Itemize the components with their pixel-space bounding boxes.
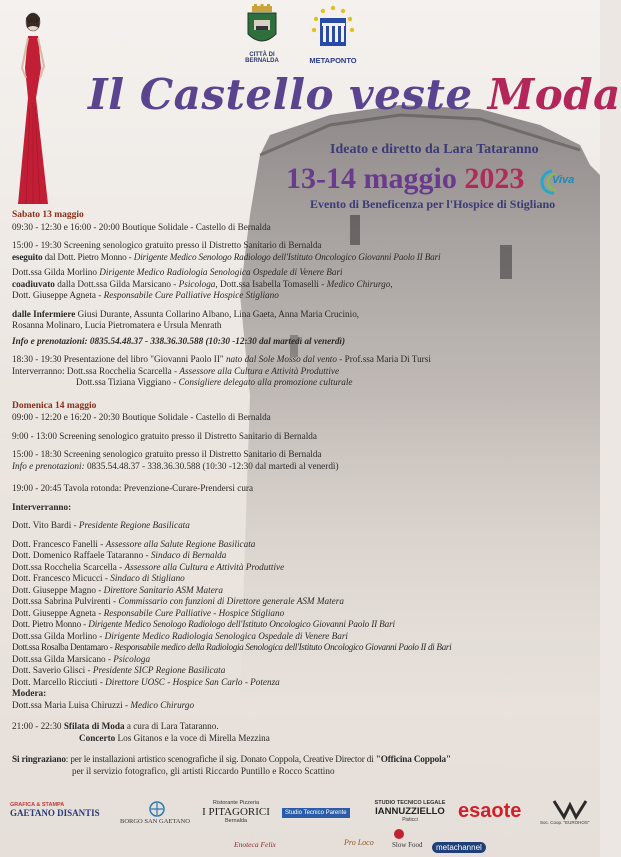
- sat-line-3: [12, 252, 590, 264]
- sat-line-1: 09:30 - 12:30 e 16:00 - 20:00 Boutique Solidale - Castello di Bernalda: [12, 221, 271, 232]
- sun-line-5: 19:00 - 20:45 Tavola rotonda: Prevenzione-Curare-Prendersi cura: [12, 483, 254, 493]
- sat-line-8: Rosanna Molinaro, Lucia Pietromatera e Ursula Menrath: [12, 320, 222, 330]
- sponsor-pitagorici-line-1: Ristorante Pizzeria: [212, 800, 260, 806]
- sat-line-7b: Giusi Durante, Assunta Collarino Albano, Lina Gaeta, Anna Maria Crucinio,: [75, 308, 360, 319]
- concert-line: [12, 733, 590, 745]
- header-logos: [238, 4, 368, 68]
- viva-logo: [538, 168, 584, 196]
- sun-line-4a: Info e prenotazioni:: [12, 460, 85, 471]
- title-part-1: Il Castello veste: [88, 70, 488, 119]
- sat-line-3c: Dirigente Medico Senologo Radiologo dell'Istituto Oncologico Giovanni Paolo II Bari: [133, 251, 441, 262]
- sponsor-enoteca-felix: Enoteca Felix: [234, 840, 276, 849]
- moderator-label: [12, 688, 590, 700]
- sat-line-10a: 18:30 - 19:30 Presentazione del libro "Giovanni Paolo II": [12, 354, 226, 364]
- sat-line-11a: Interverranno: Dott.ssa Rocchelia Scarcella -: [12, 365, 180, 376]
- sponsor-pro-loco: Pro Loco: [344, 838, 374, 847]
- sun-line-4b: 0835.54.48.37 - 338.36.30.588 (10:30 -12:30 dal martedì al venerdì): [84, 460, 339, 471]
- speaker-role: Sindaco di Stigliano: [110, 573, 185, 583]
- moderator-role: Medico Chirurgo: [130, 699, 195, 710]
- speaker-role: Responsabile medico della Radiologia Senologica dell'Istituto Oncologico Giovanni Paolo II di Bari: [114, 642, 452, 652]
- sat-line-5: [12, 279, 590, 291]
- sponsor-gaetano-line-2: GAETANO DISANTIS: [10, 808, 100, 818]
- sponsor-esaote: esaote: [458, 800, 522, 822]
- sponsor-borgo-san-gaetano: BORGO SAN GAETANO: [120, 818, 190, 825]
- speaker-name: Dott. Giuseppe Agneta -: [12, 607, 104, 618]
- speaker-item: [12, 677, 590, 689]
- borgo-san-gaetano-emblem-icon: [146, 800, 168, 818]
- thanks-officina: "Officina Coppola": [375, 754, 451, 764]
- speaker-name: Dott. Marcello Ricciuti -: [12, 676, 106, 687]
- speaker-role: Responsabile Cure Palliative - Hospice Stigliano: [103, 607, 285, 618]
- sponsor-iannuzziello-line-3: Pisticci: [402, 817, 418, 823]
- speaker-item: [12, 642, 590, 654]
- event-title: [88, 70, 621, 119]
- sat-line-10c: - Prof.ssa Maria Di Tursi: [336, 354, 431, 364]
- speaker-role: Assessore alla Salute Regione Basilicata: [105, 538, 256, 549]
- interverranno-label: [12, 502, 590, 514]
- sat-line-6b: Responsabile Cure Palliative Hospice Stigliano: [103, 290, 279, 300]
- speaker-item: [12, 520, 590, 532]
- speaker-name: Dott. Saverio Glisci -: [12, 665, 93, 675]
- speaker-item: [12, 631, 590, 643]
- subtitle: Ideato e diretto da Lara Tataranno: [330, 142, 539, 157]
- sun-line-2: 9:00 - 13:00 Screening senologico gratuito presso il Distretto Sanitario di Bernalda: [12, 430, 317, 441]
- speaker-name: Dott. Francesco Fanelli -: [12, 538, 106, 549]
- speaker-role: Psicologa: [113, 653, 151, 664]
- speaker-name: Dott. Domenico Raffaele Tataranno -: [12, 550, 151, 560]
- sat-line-5d: , Dott.ssa Isabella Tomaselli -: [215, 278, 327, 289]
- speaker-item: [12, 550, 590, 562]
- sat-line-12a: Dott.ssa Tiziana Viggiano -: [76, 377, 179, 387]
- event-dates: [286, 162, 524, 196]
- sat-line-5c: Psicologa: [178, 278, 216, 289]
- sponsor-eurohos: Soc. Coop. "EUROHOS": [540, 820, 590, 825]
- speaker-item: [12, 585, 590, 597]
- speaker-name: Dott.ssa Rosalba Dentamaro -: [12, 642, 115, 652]
- sponsor-iannuzziello: [370, 800, 450, 823]
- sat-line-4a: Dott.ssa Gilda Morlino: [12, 267, 100, 277]
- bernalda-logo-caption-1: CITTÀ DI: [249, 52, 275, 58]
- speaker-item: [12, 573, 590, 585]
- sat-line-7: [12, 309, 590, 321]
- sponsor-gaetano-line-1: GRAFICA & STAMPA: [10, 802, 65, 808]
- sat-line-7a: dalle Infermiere: [12, 308, 76, 319]
- sat-line-3a: eseguito: [12, 251, 43, 262]
- speaker-role: Sindaco di Bernalda: [150, 550, 227, 560]
- sunday-heading: Domenica 14 maggio: [12, 400, 97, 411]
- model-red-dress-illustration: [8, 8, 56, 208]
- speaker-name: Dott.ssa Sabrina Pulvirenti -: [12, 596, 119, 606]
- thanks-label: Si ringraziano: [12, 754, 66, 764]
- title-part-2: Moda: [487, 70, 621, 119]
- sat-info-text: Info e prenotazioni: 0835.54.48.37 - 338.36.30.588 (10:30 -12:30 dal martedì al venerdì): [12, 335, 346, 346]
- sponsor-gaetano-disantis: [10, 802, 100, 818]
- sat-line-12b: Consigliere delegato alla promozione culturale: [178, 377, 353, 387]
- sat-line-5b: dalla Dott.ssa Gilda Marsicano -: [54, 278, 179, 289]
- moderator-line: [12, 700, 590, 712]
- interverranno-text: Interverranno:: [12, 501, 72, 512]
- sponsor-pitagorici-line-2: I PITAGORICI: [202, 806, 270, 818]
- concert-performers: Los Gitanos e la voce di Mirella Mezzina: [115, 732, 270, 743]
- sponsor-i-pitagorici: [200, 800, 272, 824]
- sat-line-10b: nato dal Sole Mosso dal vento: [225, 354, 337, 364]
- sat-line-5e: Medico Chirurgo,: [326, 278, 393, 289]
- speaker-role: Commissario con funzioni di Direttore generale ASM Matera: [118, 596, 344, 606]
- speaker-item: [12, 665, 590, 677]
- speaker-item: [12, 608, 590, 620]
- sat-line-11b: Assessore alla Cultura e Attività Produttive: [179, 365, 340, 376]
- sat-line-11: [12, 366, 590, 378]
- sun-line-1: 09:00 - 12:20 e 16:20 - 20:30 Boutique Solidale - Castello di Bernalda: [12, 412, 271, 422]
- speaker-name: Dott. Francesco Micucci -: [12, 573, 111, 583]
- speakers-list: [12, 520, 590, 688]
- bernalda-logo-caption-2: BERNALDA: [245, 58, 279, 64]
- speaker-name: Dott. Vito Bardi -: [12, 520, 79, 530]
- concert-label: Concerto: [79, 732, 116, 743]
- speaker-item: [12, 562, 590, 574]
- metaponto-logo-caption: METAPONTO: [309, 56, 357, 65]
- speaker-role: Presidente Regione Basilicata: [78, 520, 190, 530]
- speaker-item: [12, 596, 590, 608]
- speaker-name: Dott.ssa Gilda Marsicano -: [12, 653, 114, 664]
- sponsor-pitagorici-line-3: Bernalda: [224, 818, 248, 824]
- moderator-name: Dott.ssa Maria Luisa Chiruzzi -: [12, 699, 131, 710]
- fashion-show-line: [12, 721, 590, 733]
- sat-line-10: [12, 354, 590, 366]
- sat-line-5a: coadiuvato: [12, 278, 55, 289]
- slow-food-snail-icon: [392, 828, 406, 840]
- sat-line-3b: dal Dott. Pietro Monno -: [42, 251, 134, 262]
- sponsor-iannuzziello-line-2: IANNUZZIELLO: [375, 806, 445, 817]
- speaker-role: Presidente SICP Regione Basilicata: [92, 665, 226, 675]
- thanks-line-1: [12, 754, 590, 766]
- sponsor-metachannel: metachannel: [432, 842, 486, 853]
- thanks-line-2: per il servizio fotografico, gli artisti Riccardo Puntillo e Rocco Scattino: [72, 765, 335, 776]
- sponsor-iannuzziello-line-1: STUDIO TECNICO LEGALE: [374, 800, 446, 806]
- viva-label: Viva: [552, 174, 575, 186]
- saturday-heading: Sabato 13 maggio: [12, 210, 84, 220]
- beneficence-line: Evento di Beneficenza per l'Hospice di Stigliano: [310, 197, 556, 211]
- speaker-name: Dott.ssa Gilda Morlino -: [12, 630, 105, 641]
- program-content: [12, 210, 590, 777]
- dates-year: 2023: [464, 162, 525, 195]
- moderator-label-text: Modera:: [12, 688, 47, 698]
- sat-line-4: [12, 267, 590, 279]
- fashion-curator: a cura di Lara Tataranno.: [124, 721, 219, 731]
- bernalda-coat-of-arms-icon: [244, 4, 280, 50]
- speaker-name: Dott. Giuseppe Magno -: [12, 584, 104, 595]
- sponsors-strip: [0, 798, 600, 857]
- thanks-text-1: : per le installazioni artistico scenografiche il sig. Donato Coppola, Creative Director di: [65, 754, 376, 764]
- sat-info-line: [12, 336, 590, 348]
- metaponto-stars-emblem-icon: [308, 4, 358, 54]
- sponsor-slow-food: Slow Food: [392, 841, 423, 849]
- speaker-item: [12, 654, 590, 666]
- speaker-role: Dirigente Medico Senologo Radiologo dell'Istituto Oncologico Giovanni Paolo II Bari: [88, 619, 395, 629]
- dates-days: 13-14 maggio: [286, 162, 465, 195]
- sponsor-studio-tecnico-parente: Studio Tecnico Parente: [282, 808, 350, 818]
- speaker-role: Direttore Sanitario ASM Matera: [103, 584, 223, 595]
- eurohos-logo-icon: [552, 799, 588, 819]
- fashion-time: 21:00 - 22:30: [12, 721, 64, 731]
- speaker-name: Dott.ssa Rocchelia Scarcella -: [12, 561, 125, 572]
- sat-line-4b: Dirigente Medico Radiologia Senologica Ospedale di Venere Bari: [99, 267, 343, 277]
- sat-line-6: [12, 290, 590, 302]
- sat-line-12: [12, 377, 590, 389]
- sun-line-4: [12, 461, 590, 473]
- speaker-role: Direttore UOSC - Hospice San Carlo - Potenza: [105, 676, 280, 687]
- speaker-item: [12, 539, 590, 551]
- sat-line-2: 15:00 - 19:30 Screening senologico gratuito presso il Distretto Sanitario di Bernalda: [12, 240, 322, 250]
- fashion-title: Sfilata di Moda: [63, 721, 125, 731]
- speaker-role: Dirigente Medico Radiologia Senologica Ospedale di Venere Bari: [104, 630, 348, 641]
- sat-line-6a: Dott. Giuseppe Agneta -: [12, 290, 104, 300]
- speaker-name: Dott. Pietro Monno -: [12, 619, 89, 629]
- speaker-role: Assessore alla Cultura e Attività Produttive: [124, 561, 285, 572]
- speaker-item: [12, 619, 590, 631]
- sun-line-3: 15:00 - 18:30 Screening senologico gratuito presso il Distretto Sanitario di Bernalda: [12, 449, 322, 459]
